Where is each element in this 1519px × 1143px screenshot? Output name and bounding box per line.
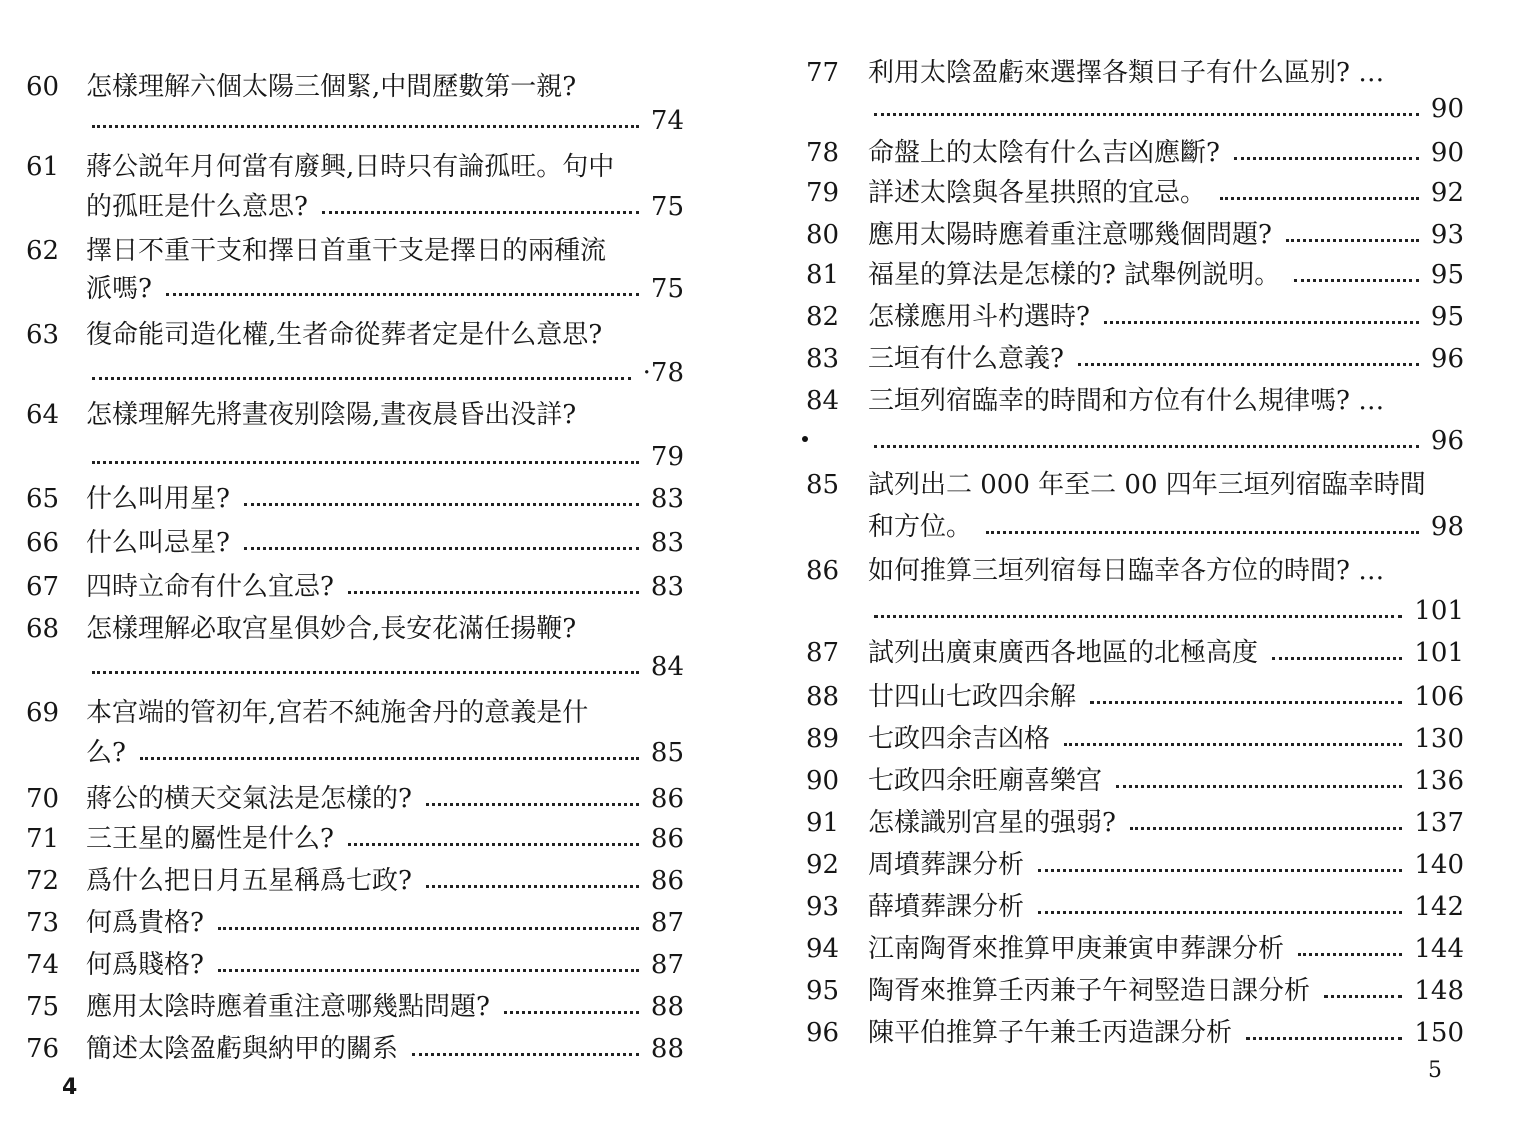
entry-title: 怎樣理解必取宫星俱妙合,長安花滿任揚鞭? xyxy=(86,614,577,644)
dot-leader xyxy=(1246,1037,1402,1040)
entry-page-number: 86 xyxy=(650,784,684,814)
entry-title: 福星的算法是怎樣的? 試舉例説明。 xyxy=(868,260,1281,290)
entry-page-number: 75 xyxy=(650,192,684,222)
entry-title: 本宫端的管初年,宫若不純施舍丹的意義是什 xyxy=(86,698,589,728)
dot-leader xyxy=(1064,743,1402,746)
dot-leader xyxy=(1104,321,1419,324)
entry-title: 三垣列宿臨幸的時間和方位有什么規律嗎? … xyxy=(868,386,1385,416)
dot-leader xyxy=(92,377,631,380)
entry-title: 蔣公的横天交氣法是怎樣的? xyxy=(86,784,412,814)
entry-page-number: 88 xyxy=(650,1034,684,1064)
dot-leader xyxy=(986,531,1419,534)
dot-leader xyxy=(92,671,639,674)
entry-number: 87 xyxy=(806,638,840,668)
entry-title: 應用太陽時應着重注意哪幾個問題? xyxy=(868,220,1272,250)
entry-title: 什么叫用星? xyxy=(86,484,230,514)
entry-title: 試列出廣東廣西各地區的北極高度 xyxy=(868,638,1259,668)
entry-page-number: 87 xyxy=(650,950,684,980)
entry-number: 83 xyxy=(806,344,840,374)
entry-title: 如何推算三垣列宿每日臨幸各方位的時間? … xyxy=(868,556,1385,586)
entry-number: 61 xyxy=(26,152,60,182)
dot-leader xyxy=(322,211,639,214)
entry-title: 命盤上的太陰有什么吉凶應斷? xyxy=(868,138,1220,168)
entry-number: 60 xyxy=(26,72,60,102)
entry-title: 三垣有什么意義? xyxy=(868,344,1064,374)
entry-title: 派嗎? xyxy=(86,274,152,304)
entry-title: 什么叫忌星? xyxy=(86,528,230,558)
entry-page-number: 74 xyxy=(650,106,684,136)
entry-number: 63 xyxy=(26,320,60,350)
entry-page-number: 83 xyxy=(650,528,684,558)
entry-title: 周墳葬課分析 xyxy=(868,850,1025,880)
entry-title: 何爲賤格? xyxy=(86,950,204,980)
dot-leader xyxy=(412,1053,639,1056)
dot-leader xyxy=(1220,197,1419,200)
entry-title: 蔣公説年月何當有廢興,日時只有論孤旺。句中 xyxy=(86,152,615,182)
dot-leader xyxy=(140,757,639,760)
entry-title: 陳平伯推算子午兼壬丙造課分析 xyxy=(868,1018,1233,1048)
entry-number: 67 xyxy=(26,572,60,602)
entry-title: 和方位。 xyxy=(868,512,973,542)
entry-number: 89 xyxy=(806,724,840,754)
entry-number: 95 xyxy=(806,976,840,1006)
entry-number: 81 xyxy=(806,260,840,290)
entry-title: 擇日不重干支和擇日首重干支是擇日的兩種流 xyxy=(86,236,607,266)
dot-leader xyxy=(244,503,639,506)
page-number-right: 5 xyxy=(1428,1058,1442,1083)
entry-number: 90 xyxy=(806,766,840,796)
entry-title: 試列出二 000 年至二 00 四年三垣列宿臨幸時間 xyxy=(868,470,1426,500)
dot-leader xyxy=(1038,869,1402,872)
page-number-left: 4 xyxy=(62,1075,78,1100)
dot-leader xyxy=(218,969,639,972)
entry-number: 77 xyxy=(806,58,840,88)
entry-title: 七政四余吉凶格 xyxy=(868,724,1051,754)
entry-page-number: 93 xyxy=(1430,220,1464,250)
entry-number: 72 xyxy=(26,866,60,896)
entry-number: 66 xyxy=(26,528,60,558)
entry-number: 78 xyxy=(806,138,840,168)
entry-page-number: 86 xyxy=(650,824,684,854)
entry-page-number: 85 xyxy=(650,738,684,768)
ink-speck xyxy=(802,436,808,442)
entry-title: 么? xyxy=(86,738,126,768)
dot-leader xyxy=(1078,363,1419,366)
entry-title: 三王星的屬性是什么? xyxy=(86,824,334,854)
entry-page-number: 106 xyxy=(1414,682,1464,712)
dot-leader xyxy=(426,885,639,888)
entry-title: 怎樣理解先將晝夜别陰陽,晝夜晨昏出没詳? xyxy=(86,400,577,430)
entry-page-number: 95 xyxy=(1430,302,1464,332)
entry-page-number: 87 xyxy=(650,908,684,938)
entry-title: 怎樣理解六個太陽三個緊,中間歷數第一親? xyxy=(86,72,577,102)
entry-number: 76 xyxy=(26,1034,60,1064)
entry-page-number: 137 xyxy=(1414,808,1464,838)
entry-title: 何爲貴格? xyxy=(86,908,204,938)
entry-title: 詳述太陰與各星拱照的宜忌。 xyxy=(868,178,1207,208)
dot-leader xyxy=(1090,701,1402,704)
entry-number: 65 xyxy=(26,484,60,514)
entry-title: 怎樣應用斗杓選時? xyxy=(868,302,1090,332)
entry-number: 74 xyxy=(26,950,60,980)
dot-leader xyxy=(244,547,639,550)
dot-leader xyxy=(874,445,1419,448)
dot-leader xyxy=(1130,827,1402,830)
entry-page-number: 130 xyxy=(1414,724,1464,754)
dot-leader xyxy=(1272,657,1402,660)
entry-number: 68 xyxy=(26,614,60,644)
dot-leader xyxy=(1324,995,1402,998)
entry-page-number: 142 xyxy=(1414,892,1464,922)
entry-page-number: 144 xyxy=(1414,934,1464,964)
dot-leader xyxy=(1294,279,1419,282)
entry-title: 的孤旺是什么意思? xyxy=(86,192,308,222)
entry-page-number: 92 xyxy=(1430,178,1464,208)
entry-number: 94 xyxy=(806,934,840,964)
dot-leader xyxy=(218,927,639,930)
dot-leader xyxy=(504,1011,639,1014)
entry-title: 陶胥來推算壬丙兼子午祠竪造日課分析 xyxy=(868,976,1311,1006)
entry-page-number: 83 xyxy=(650,484,684,514)
entry-page-number: 150 xyxy=(1414,1018,1464,1048)
entry-title: 江南陶胥來推算甲庚兼寅申葬課分析 xyxy=(868,934,1285,964)
entry-page-number: 88 xyxy=(650,992,684,1022)
entry-page-number: 96 xyxy=(1430,344,1464,374)
entry-title: 薛墳葬課分析 xyxy=(868,892,1025,922)
entry-title: 廿四山七政四余解 xyxy=(868,682,1077,712)
entry-page-number: 101 xyxy=(1414,596,1464,626)
dot-leader xyxy=(348,843,639,846)
dot-leader xyxy=(874,113,1419,116)
entry-title: 復命能司造化權,生者命從葬者定是什么意思? xyxy=(86,320,603,350)
entry-number: 84 xyxy=(806,386,840,416)
entry-page-number: 84 xyxy=(650,652,684,682)
entry-page-number: 148 xyxy=(1414,976,1464,1006)
entry-number: 85 xyxy=(806,470,840,500)
dot-leader xyxy=(1298,953,1402,956)
entry-number: 88 xyxy=(806,682,840,712)
entry-number: 80 xyxy=(806,220,840,250)
entry-number: 73 xyxy=(26,908,60,938)
dot-leader xyxy=(1286,239,1419,242)
entry-title: 七政四余旺廟喜樂宫 xyxy=(868,766,1103,796)
entry-page-number: ·78 xyxy=(642,358,684,388)
entry-number: 64 xyxy=(26,400,60,430)
entry-title: 簡述太陰盈虧與納甲的關系 xyxy=(86,1034,399,1064)
entry-title: 四時立命有什么宜忌? xyxy=(86,572,334,602)
entry-page-number: 136 xyxy=(1414,766,1464,796)
entry-number: 92 xyxy=(806,850,840,880)
entry-page-number: 140 xyxy=(1414,850,1464,880)
entry-number: 70 xyxy=(26,784,60,814)
entry-page-number: 101 xyxy=(1414,638,1464,668)
entry-title: 怎樣識别宫星的强弱? xyxy=(868,808,1116,838)
entry-number: 93 xyxy=(806,892,840,922)
dot-leader xyxy=(426,803,639,806)
entry-page-number: 90 xyxy=(1430,94,1464,124)
entry-number: 79 xyxy=(806,178,840,208)
dot-leader xyxy=(348,591,639,594)
dot-leader xyxy=(166,293,639,296)
dot-leader xyxy=(1116,785,1402,788)
entry-page-number: 79 xyxy=(650,442,684,472)
entry-page-number: 83 xyxy=(650,572,684,602)
entry-page-number: 95 xyxy=(1430,260,1464,290)
entry-number: 69 xyxy=(26,698,60,728)
dot-leader xyxy=(92,461,639,464)
entry-number: 71 xyxy=(26,824,60,854)
dot-leader xyxy=(1234,157,1419,160)
dot-leader xyxy=(874,615,1402,618)
entry-number: 62 xyxy=(26,236,60,266)
entry-number: 91 xyxy=(806,808,840,838)
entry-page-number: 98 xyxy=(1430,512,1464,542)
entry-number: 82 xyxy=(806,302,840,332)
entry-page-number: 96 xyxy=(1430,426,1464,456)
entry-page-number: 90 xyxy=(1430,138,1464,168)
right-page xyxy=(760,0,1519,1143)
entry-page-number: 86 xyxy=(650,866,684,896)
entry-page-number: 75 xyxy=(650,274,684,304)
entry-number: 96 xyxy=(806,1018,840,1048)
entry-title: 利用太陰盈虧來選擇各類日子有什么區别? … xyxy=(868,58,1385,88)
entry-number: 75 xyxy=(26,992,60,1022)
dot-leader xyxy=(1038,911,1402,914)
entry-number: 86 xyxy=(806,556,840,586)
entry-title: 應用太陰時應着重注意哪幾點問題? xyxy=(86,992,490,1022)
entry-title: 爲什么把日月五星稱爲七政? xyxy=(86,866,412,896)
dot-leader xyxy=(92,125,639,128)
